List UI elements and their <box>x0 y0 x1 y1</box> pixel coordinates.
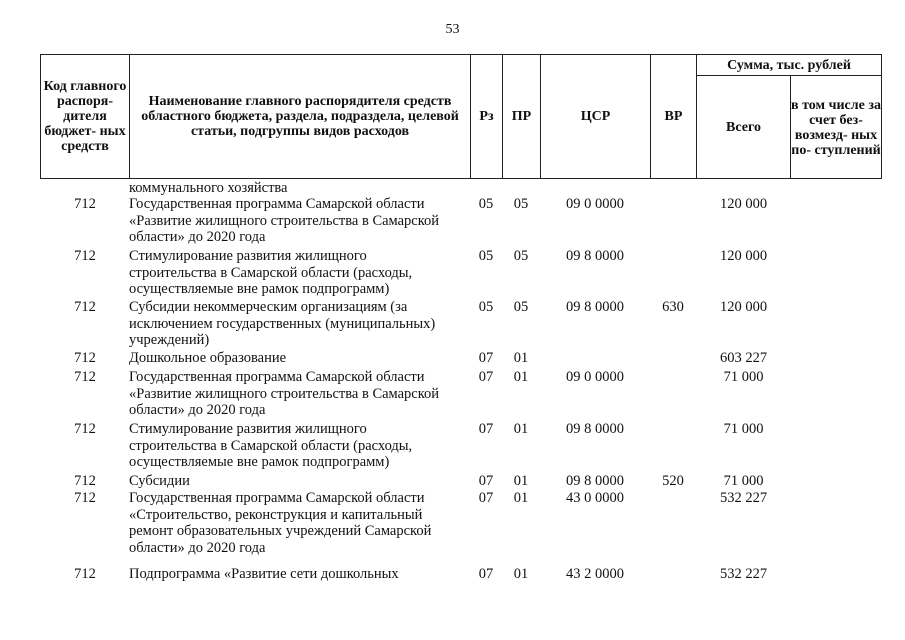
row-name: Стимулирование развития жилищного строительства в Самарской области (расходы, осуществляемые вне рамок подпрограмм) <box>129 421 413 470</box>
col-border <box>40 54 41 179</box>
row-name: Подпрограмма «Развитие сети дошкольных <box>129 566 399 582</box>
page-number: 53 <box>445 22 460 37</box>
row-csr: 43 2 0000 <box>566 566 624 582</box>
header-vr: ВР <box>664 109 683 124</box>
row-code: 712 <box>74 566 96 582</box>
header-name: Наименование главного распорядителя средств областного бюджета, раздела, подраздела, целевой статьи, подгруппы видов расходов <box>141 94 459 139</box>
row-rz: 05 <box>478 248 494 264</box>
row-csr: 09 8 0000 <box>566 473 624 489</box>
row-code: 712 <box>74 473 96 489</box>
row-csr: 43 0 0000 <box>566 490 624 506</box>
col-border <box>129 54 130 179</box>
header-code: Код главного распоря- дителя бюджет- ных средств <box>43 79 127 154</box>
row-code: 712 <box>74 299 96 315</box>
sum-group-divider <box>696 75 882 76</box>
row-total: 71 000 <box>723 473 764 489</box>
row-vr: 630 <box>662 299 684 315</box>
row-pr: 01 <box>513 421 529 437</box>
row-csr: 09 0 0000 <box>566 369 624 385</box>
row-csr: 09 8 0000 <box>566 248 624 264</box>
row-name: Стимулирование развития жилищного строительства в Самарской области (расходы, осуществляемые вне рамок подпрограмм) <box>129 248 413 297</box>
row-csr: 09 0 0000 <box>566 196 624 212</box>
row-pr: 01 <box>513 473 529 489</box>
row-total: 120 000 <box>719 299 768 315</box>
col-border <box>881 54 882 179</box>
header-free: в том числе за счет без- возмезд- ных по- ступлений <box>791 97 881 158</box>
row-name: коммунального хозяйства <box>129 180 288 196</box>
row-total: 120 000 <box>719 196 768 212</box>
row-vr: 520 <box>662 473 684 489</box>
header-total: Всего <box>726 120 761 135</box>
header-rz: Рз <box>479 109 494 124</box>
row-pr: 01 <box>513 566 529 582</box>
row-code: 712 <box>74 421 96 437</box>
row-code: 712 <box>74 350 96 366</box>
row-name: Субсидии <box>129 473 190 489</box>
row-total: 71 000 <box>723 369 764 385</box>
row-code: 712 <box>74 369 96 385</box>
row-code: 712 <box>74 490 96 506</box>
header-bottom-border <box>40 178 882 179</box>
row-rz: 05 <box>478 196 494 212</box>
row-name: Субсидии некоммерческим организациям (за исключением государственных (муниципальных) учреждений) <box>129 299 436 348</box>
row-pr: 01 <box>513 369 529 385</box>
row-rz: 07 <box>478 473 494 489</box>
header-csr: ЦСР <box>580 109 611 124</box>
row-rz: 07 <box>478 421 494 437</box>
row-rz: 07 <box>478 369 494 385</box>
row-csr: 09 8 0000 <box>566 299 624 315</box>
row-total: 120 000 <box>719 248 768 264</box>
row-total: 532 227 <box>719 490 768 506</box>
row-total: 71 000 <box>723 421 764 437</box>
row-name: Государственная программа Самарской области «Развитие жилищного строительства в Самарской области» до 2020 года <box>129 196 440 245</box>
row-rz: 07 <box>478 490 494 506</box>
header-sum-group: Сумма, тыс. рублей <box>727 57 851 73</box>
row-pr: 01 <box>513 350 529 366</box>
row-rz: 05 <box>478 299 494 315</box>
row-total: 532 227 <box>719 566 768 582</box>
row-name: Государственная программа Самарской области «Развитие жилищного строительства в Самарской области» до 2020 года <box>129 369 440 418</box>
row-name: Государственная программа Самарской области «Строительство, реконструкция и капитальный ремонт образовательных учреждений Самарской области» до 2020 года <box>129 490 432 556</box>
row-pr: 01 <box>513 490 529 506</box>
row-code: 712 <box>74 196 96 212</box>
row-rz: 07 <box>478 350 494 366</box>
header-pr: ПР <box>511 109 532 124</box>
row-pr: 05 <box>513 196 529 212</box>
row-name: Дошкольное образование <box>129 350 287 366</box>
row-pr: 05 <box>513 299 529 315</box>
row-total: 603 227 <box>719 350 768 366</box>
row-csr: 09 8 0000 <box>566 421 624 437</box>
row-code: 712 <box>74 248 96 264</box>
row-rz: 07 <box>478 566 494 582</box>
row-pr: 05 <box>513 248 529 264</box>
